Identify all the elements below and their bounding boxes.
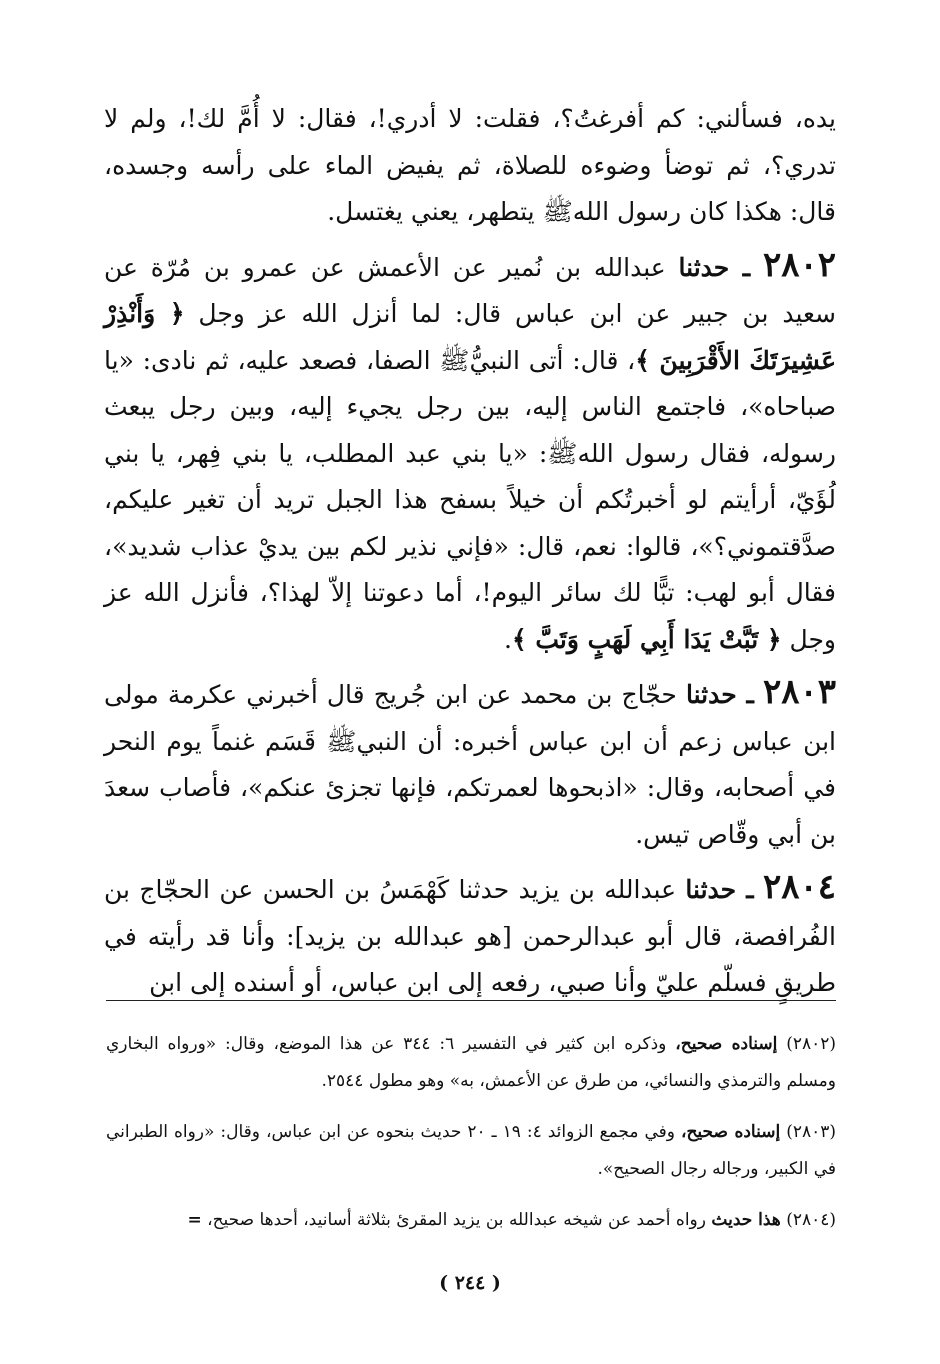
footnote-number: (٢٨٠٢) <box>786 1034 836 1054</box>
hadith-text: حجّاج بن محمد عن ابن جُريج قال أخبرني عكرمة مولى ابن عباس زعم أن ابن عباس أخبره: أن النبيﷺ قَسَم غنماً يوم النحر في أصحابه، وقال: «اذبحوها لعمرتكم، فإنها تجزئ عنكم»، فأصاب سعدَ بن أبي وقّاص تيس. <box>104 680 836 849</box>
footnote-2804 <box>106 1202 836 1239</box>
footnotes <box>106 1026 836 1253</box>
footnote-lead: إسناده صحيح، <box>680 1122 781 1142</box>
main-text <box>104 96 836 1007</box>
hadith-text: ، قال: أتى النبيُّﷺ الصفا، فصعد عليه، ثم نادى: «يا صباحاه»، فاجتمع الناس إليه، بين رجل يجيء إليه، وبين رجل يبعث رسوله، فقال رسول اللهﷺ: «يا بني عبد المطلب، يا بني فِهر، يا بني لُؤَيّ، أرأيتم لو أخبرتُكم أن خيلاً بسفح هذا الجبل تريد أن تغير عليكم، صدَّقتموني؟»، قالوا: نعم، قال: «فإني نذير لكم بين يديْ عذاب شديد»، فقال أبو لهب: تبًّا لك سائر اليوم!، أما دعوتنا إلاّ لهذا؟، فأنزل الله عز وجل <box>104 345 836 654</box>
hadith-lead: ـ حدثنا <box>685 875 754 904</box>
quran-verse: ﴿ وَأَنْذِرْ عَشِيرَتَكَ الأَقْرَبِينَ ﴾ <box>104 299 836 375</box>
continuation-mark: = <box>187 1210 202 1230</box>
hadith-number: ٢٨٠٣ <box>762 672 837 712</box>
hadith-text: عبدالله بن نُمير عن الأعمش عن عمرو بن مُرّة عن سعيد بن جبير عن ابن عباس قال: لما أنزل الله عز وجل <box>104 252 837 328</box>
footnote-text: وذكره ابن كثير في التفسير ٦: ٣٤٤ عن هذا الموضع، وقال: «ورواه البخاري ومسلم والترمذي والنسائي، من طرق عن الأعمش، به» وهو مطول ٢٥٤٤. <box>106 1034 836 1091</box>
hadith-number: ٢٨٠٢ <box>762 244 836 285</box>
hadith-2804 <box>104 864 836 1007</box>
footnote-2803 <box>106 1114 836 1188</box>
footnote-2802 <box>106 1026 836 1100</box>
footnote-lead: إسناده صحيح، <box>675 1034 778 1054</box>
footnote-number: (٢٨٠٣) <box>786 1122 837 1142</box>
hadith-2803 <box>104 669 836 858</box>
page-number: ( ٢٤٤ ) <box>439 1272 501 1294</box>
paragraph-continuation <box>104 96 836 236</box>
hadith-text: عبدالله بن يزيد حدثنا كَهْمَسُ بن الحسن عن الحجّاج بن الفُرافصة، قال أبو عبدالرحمن [هو عبدالله بن يزيد]: وأنا قد رأيته في طريقٍ فسلّم عليّ وأنا صبي، رفعه إلى ابن عباس، أو أسنده إلى ابن <box>104 875 836 997</box>
hadith-lead: ـ حدثنا <box>678 252 751 282</box>
footnote-lead: هذا حديث <box>711 1210 781 1230</box>
hadith-2802 <box>104 242 836 664</box>
hadith-text: . <box>504 624 512 654</box>
footnote-text: وفي مجمع الزوائد ٤: ١٩ ـ ٢٠ حديث بنحوه عن ابن عباس، وقال: «رواه الطبراني في الكبير، ورجاله رجال الصحيح». <box>106 1122 836 1179</box>
hadith-number: ٢٨٠٤ <box>762 867 837 907</box>
paragraph-text: يده، فسألني: كم أفرغتُ؟، فقلت: لا أدري!، فقال: لا أُمَّ لك!، ولم لا تدري؟، ثم توضأ وضوءه للصلاة، ثم يفيض الماء على رأسه وجسده، قال: هكذا كان رسول اللهﷺ يتطهر، يعني يغتسل. <box>104 104 836 226</box>
hadith-lead: ـ حدثنا <box>685 680 754 709</box>
footnote-number: (٢٨٠٤) <box>786 1210 836 1230</box>
quran-verse: ﴿ تَبَّتْ يَدَا أَبِي لَهَبٍ وَتَبَّ ﴾ <box>511 624 782 654</box>
footnote-divider <box>106 1000 836 1001</box>
footnote-text: رواه أحمد عن شيخه عبدالله بن يزيد المقرئ بثلاثة أسانيد، أحدها صحيح، <box>207 1210 706 1230</box>
